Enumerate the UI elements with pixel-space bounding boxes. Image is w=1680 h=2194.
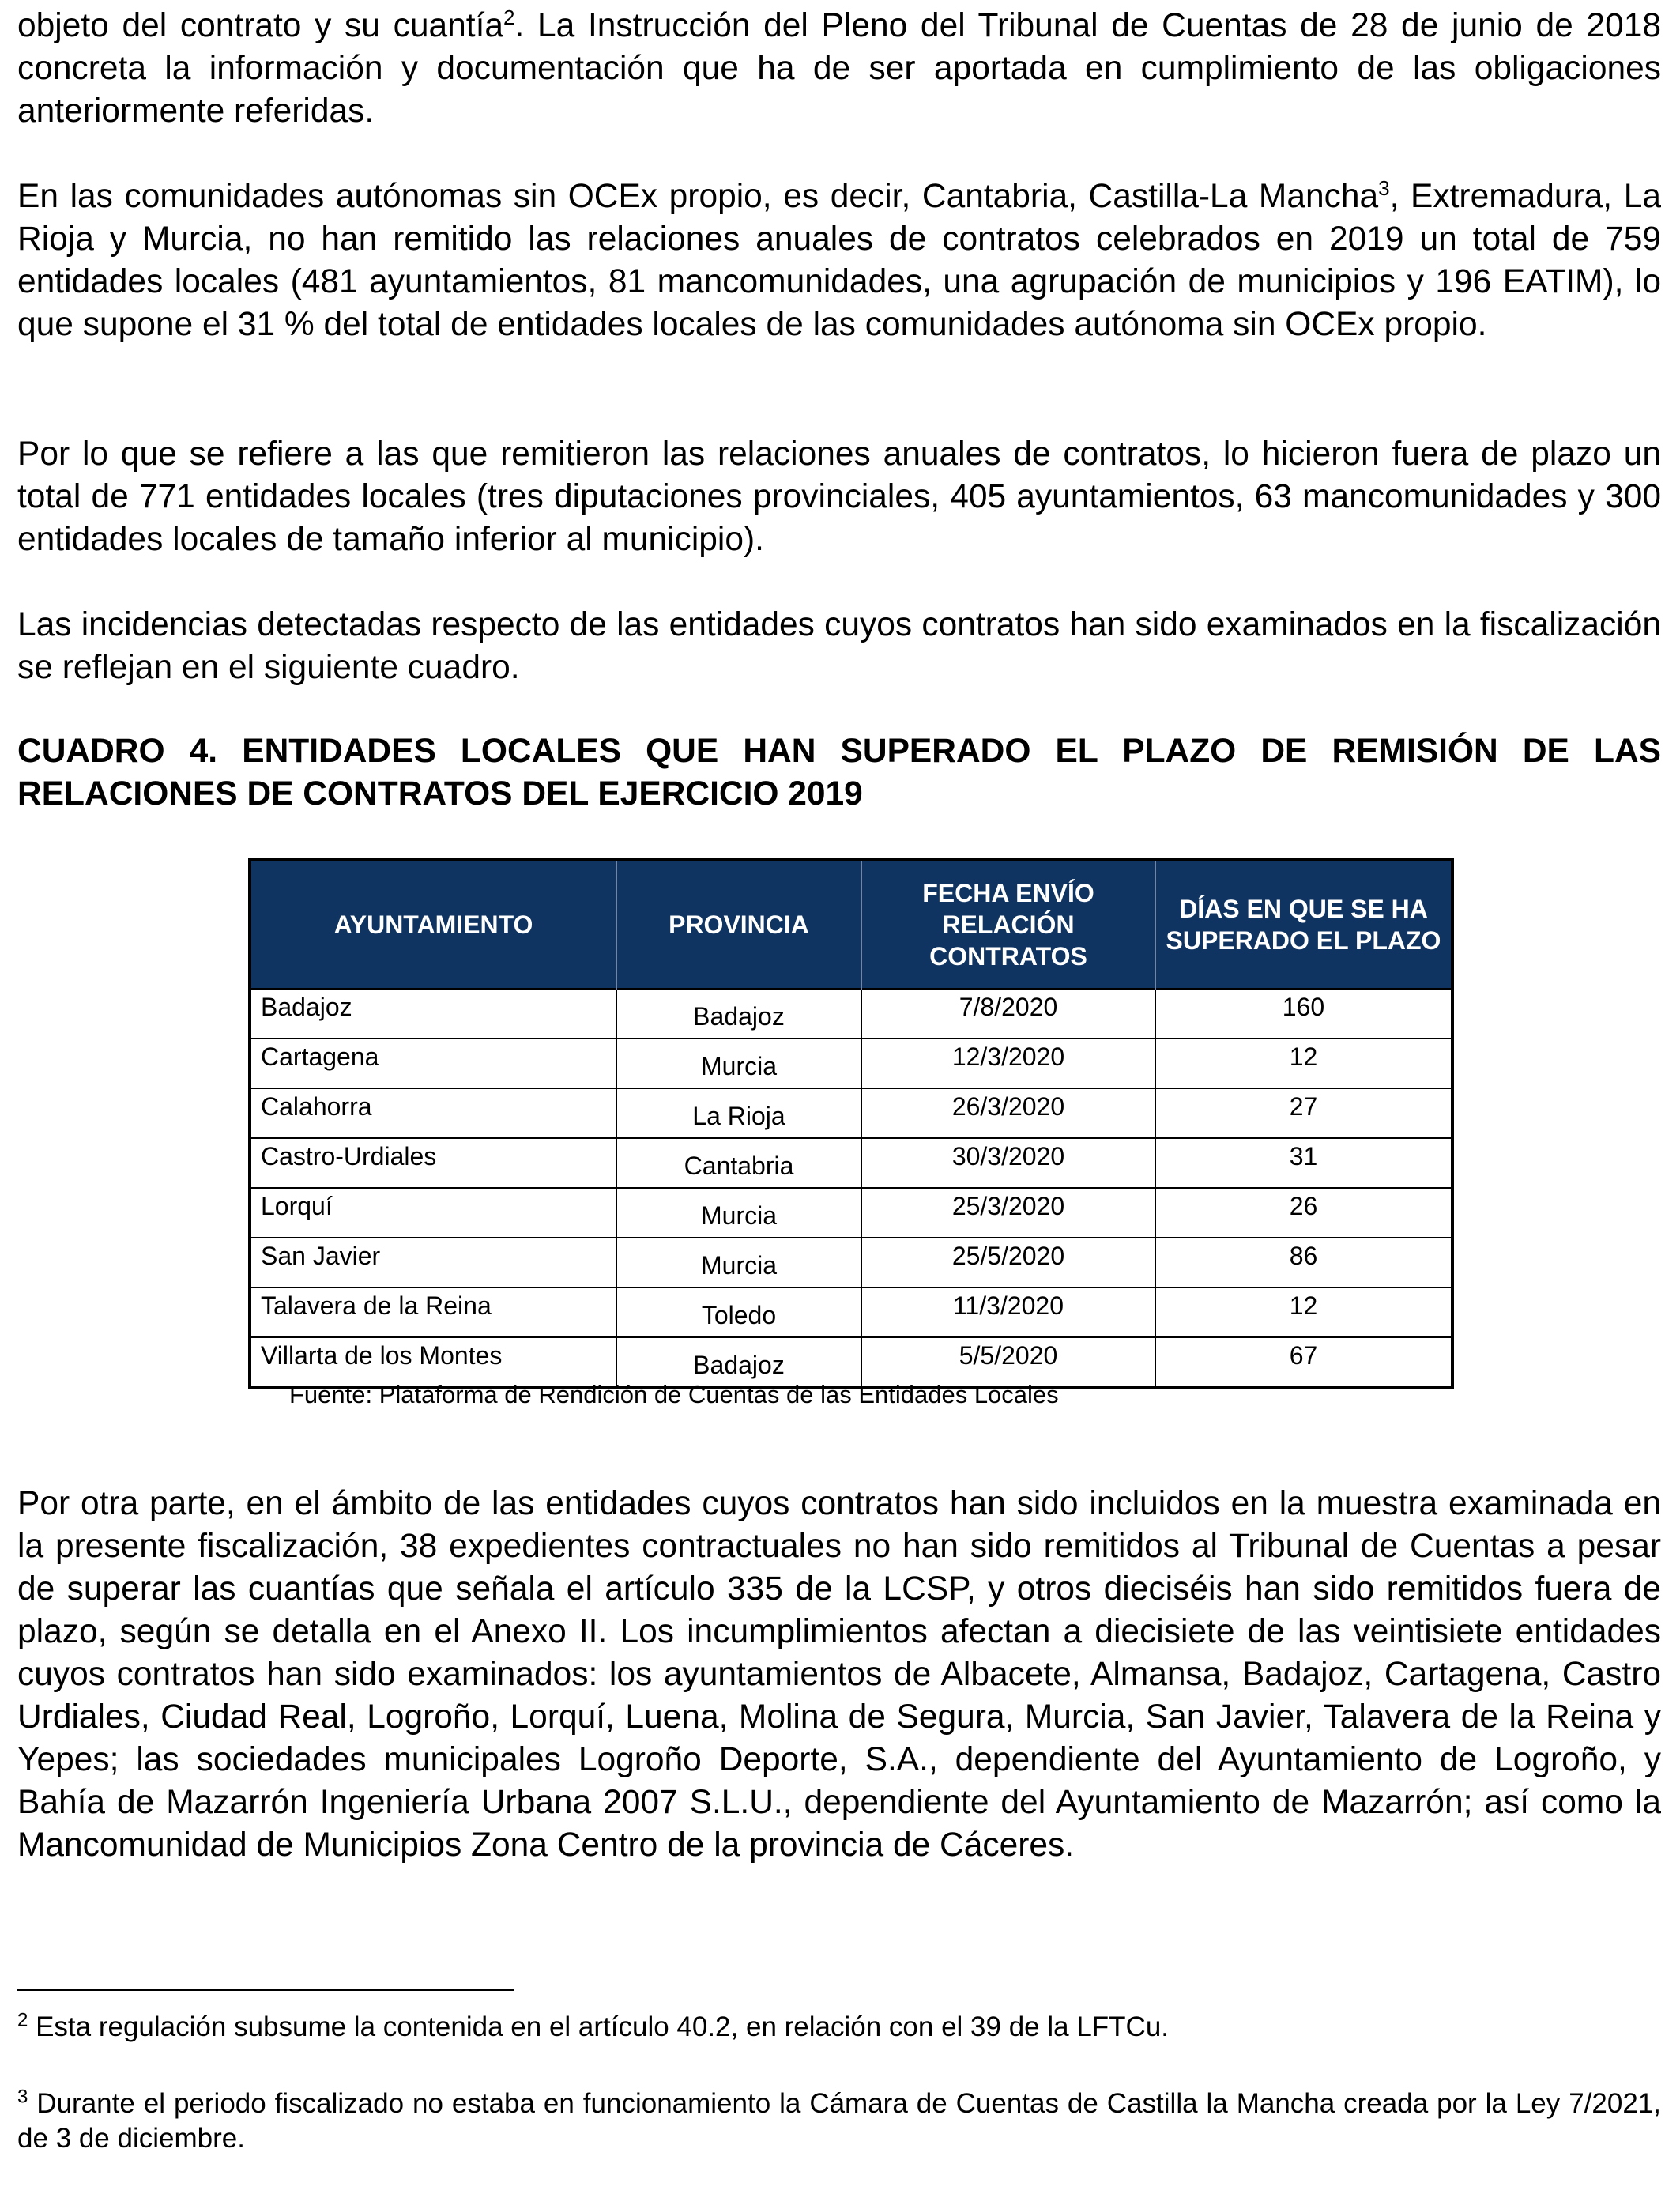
cell-ayuntamiento: Badajoz	[250, 989, 616, 1039]
footnote-text: Durante el periodo fiscalizado no estaba en funcionamiento la Cámara de Cuentas de Castilla la Mancha creada por la Ley 7/2021, de 3 de diciembre.	[17, 2088, 1661, 2154]
cell-dias: 31	[1155, 1138, 1452, 1188]
cell-provincia: Murcia	[616, 1039, 861, 1088]
footnote-number: 3	[17, 2086, 28, 2108]
table-row	[250, 1188, 1452, 1238]
cell-fecha: 26/3/2020	[861, 1088, 1155, 1138]
table-row	[250, 989, 1452, 1039]
cell-fecha: 11/3/2020	[861, 1287, 1155, 1337]
cuadro-4-table	[248, 858, 1454, 1389]
cell-fecha: 30/3/2020	[861, 1138, 1155, 1188]
footnote-separator	[17, 1989, 514, 1991]
paragraph-text: objeto del contrato y su cuantía	[17, 7, 504, 44]
cell-fecha: 25/3/2020	[861, 1188, 1155, 1238]
cell-dias: 160	[1155, 989, 1452, 1039]
cell-provincia: Murcia	[616, 1188, 861, 1238]
cell-provincia: Toledo	[616, 1287, 861, 1337]
footnote-ref-3[interactable]: 3	[1378, 175, 1390, 200]
table-row	[250, 1138, 1452, 1188]
cell-dias: 86	[1155, 1238, 1452, 1287]
paragraph-instruccion	[17, 5, 1661, 133]
cell-fecha: 5/5/2020	[861, 1337, 1155, 1388]
paragraph-text: En las comunidades autónomas sin OCEx propio, es decir, Cantabria, Castilla-La Mancha	[17, 178, 1379, 215]
footnote-text: Esta regulación subsume la contenida en el artículo 40.2, en relación con el 39 de la LFTCu.	[28, 2011, 1170, 2042]
cuadro-4-table-container	[248, 858, 1451, 1389]
cell-provincia: Badajoz	[616, 989, 861, 1039]
header-dias-superado: DÍAS EN QUE SE HA SUPERADO EL PLAZO	[1155, 860, 1452, 989]
table-row	[250, 1287, 1452, 1337]
cell-provincia: Cantabria	[616, 1138, 861, 1188]
table-source-note: Fuente: Plataforma de Rendición de Cuentas de las Entidades Locales	[289, 1381, 1059, 1408]
cell-ayuntamiento: Castro-Urdiales	[250, 1138, 616, 1188]
cell-fecha: 25/5/2020	[861, 1238, 1155, 1287]
paragraph-comunidades	[17, 175, 1661, 346]
table-row	[250, 1088, 1452, 1138]
header-ayuntamiento: AYUNTAMIENTO	[250, 860, 616, 989]
cell-fecha: 7/8/2020	[861, 989, 1155, 1039]
cell-dias: 27	[1155, 1088, 1452, 1138]
cell-provincia: La Rioja	[616, 1088, 861, 1138]
header-fecha-envio: FECHA ENVÍO RELACIÓN CONTRATOS	[861, 860, 1155, 989]
paragraph-incumplimientos: Por otra parte, en el ámbito de las entidades cuyos contratos han sido incluidos en la muestra examinada en la presente fiscalización, 38 expedientes contractuales no han sido remitidos al Tribunal de Cuentas a pesar de superar las cuantías que señala el artículo 335 de la LCSP, y otros dieciséis han sido remitidos fuera de plazo, según se detalla en el Anexo II. Los incumplimientos afectan a diecisiete de las veintisiete entidades cuyos contratos han sido examinados: los ayuntamientos de Albacete, Almansa, Badajoz, Cartagena, Castro Urdiales, Ciudad Real, Logroño, Lorquí, Luena, Molina de Segura, Murcia, San Javier, Talavera de la Reina y Yepes; las sociedades municipales Logroño Deporte, S.A., dependiente del Ayuntamiento de Logroño, y Bahía de Mazarrón Ingeniería Urbana 2007 S.L.U., dependiente del Ayuntamiento de Mazarrón; así como la Mancomunidad de Municipios Zona Centro de la provincia de Cáceres.	[17, 1485, 1661, 1864]
cell-dias: 26	[1155, 1188, 1452, 1238]
paragraph-text: , Extremadura, La Rioja y Murcia, no han remitido las relaciones anuales de contratos celebrados en 2019 un total de 759 entidades locales (481 ayuntamientos, 81 mancomunidades, una agrupación de municipios y 196 EATIM), lo que supone el 31 % del total de entidades locales de las comunidades autónoma sin OCEx propio.	[17, 178, 1661, 343]
cell-dias: 12	[1155, 1287, 1452, 1337]
cell-dias: 12	[1155, 1039, 1452, 1088]
cell-ayuntamiento: Lorquí	[250, 1188, 616, 1238]
footnote-ref-2[interactable]: 2	[503, 5, 515, 29]
cell-ayuntamiento: Calahorra	[250, 1088, 616, 1138]
footnote-3	[17, 2087, 1661, 2156]
footnote-2	[17, 2010, 1661, 2045]
table-row	[250, 1039, 1452, 1088]
paragraph-incidencias: Las incidencias detectadas respecto de las entidades cuyos contratos han sido examinados en la fiscalización se reflejan en el siguiente cuadro.	[17, 606, 1661, 686]
cell-dias: 67	[1155, 1337, 1452, 1388]
cell-provincia: Badajoz	[616, 1337, 861, 1388]
cell-fecha: 12/3/2020	[861, 1039, 1155, 1088]
table-title: CUADRO 4. ENTIDADES LOCALES QUE HAN SUPERADO EL PLAZO DE REMISIÓN DE LAS RELACIONES DE CONTRATOS DEL EJERCICIO 2019	[17, 733, 1661, 812]
table-header-row	[250, 860, 1452, 989]
cell-ayuntamiento: Talavera de la Reina	[250, 1287, 616, 1337]
cell-ayuntamiento: San Javier	[250, 1238, 616, 1287]
footnote-number: 2	[17, 2009, 28, 2031]
table-row	[250, 1238, 1452, 1287]
cell-ayuntamiento: Cartagena	[250, 1039, 616, 1088]
cell-ayuntamiento: Villarta de los Montes	[250, 1337, 616, 1388]
paragraph-fuera-de-plazo: Por lo que se refiere a las que remitieron las relaciones anuales de contratos, lo hicieron fuera de plazo un total de 771 entidades locales (tres diputaciones provinciales, 405 ayuntamientos, 63 mancomunidades y 300 entidades locales de tamaño inferior al municipio).	[17, 435, 1661, 558]
cell-provincia: Murcia	[616, 1238, 861, 1287]
header-provincia: PROVINCIA	[616, 860, 861, 989]
paragraph-text: . La Instrucción del Pleno del Tribunal de Cuentas de 28 de junio de 2018 concreta la información y documentación que ha de ser aportada en cumplimiento de las obligaciones anteriormente referidas.	[17, 7, 1661, 130]
